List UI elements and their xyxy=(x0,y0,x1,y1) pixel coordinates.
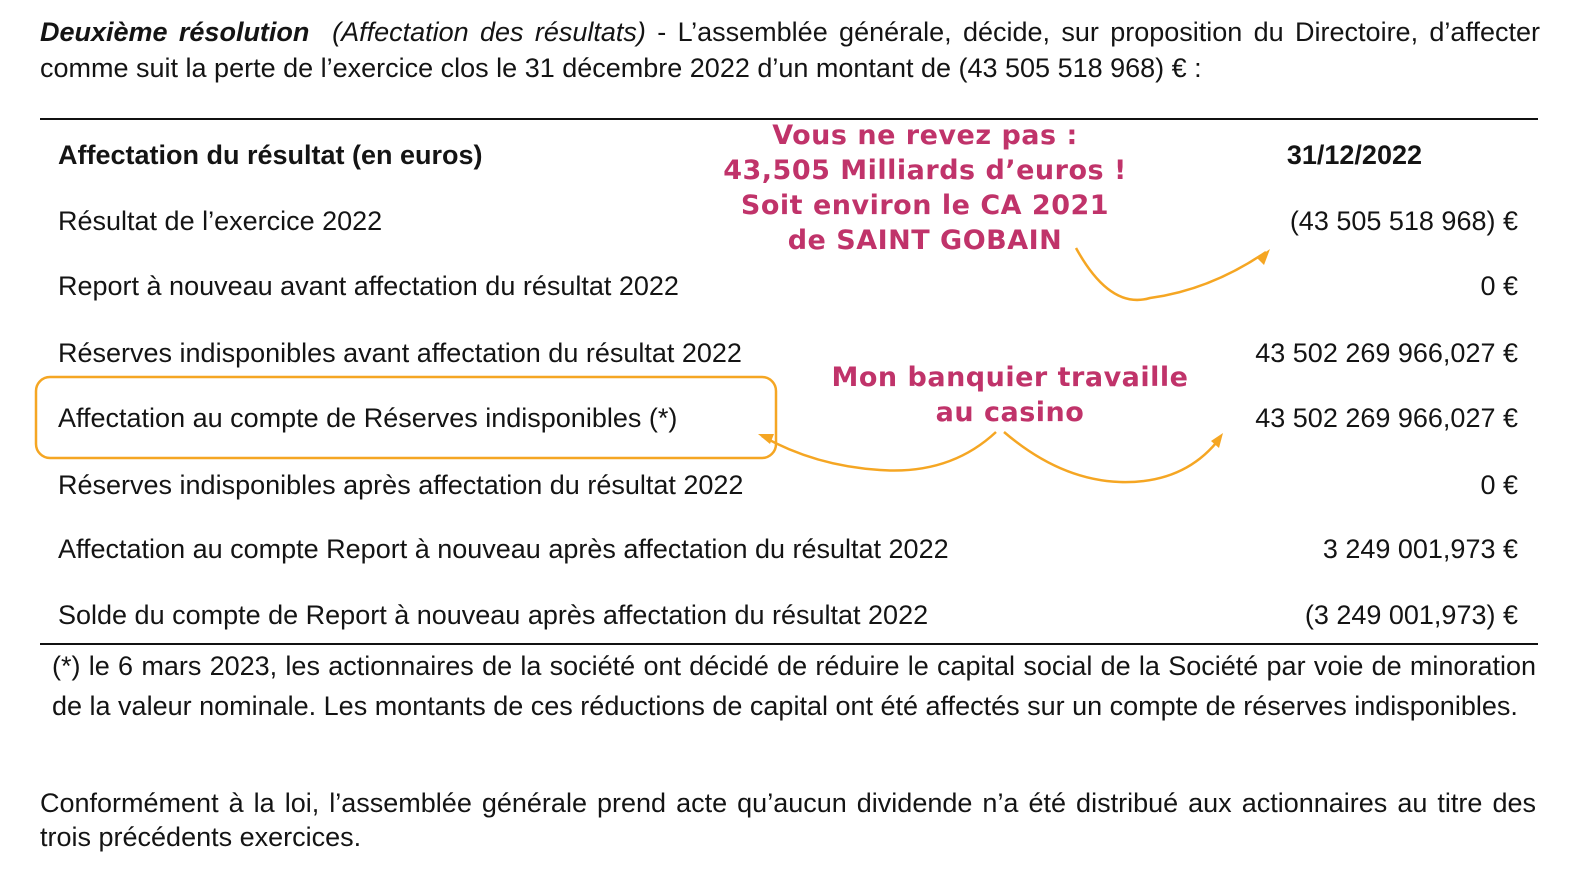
footnote: (*) le 6 mars 2023, les actionnaires de la société ont décidé de réduire le capital social de la Société par voie de minoration de la valeur nominale. Les montants de ces réductions de capital ont été affectés sur un compte de réserves indisponibles. xyxy=(52,651,1536,721)
conclusion-paragraph: Conformément à la loi, l’assemblée générale prend acte qu’aucun dividende n’a été distribué aux actionnaires au titre des trois précédents exercices. xyxy=(40,788,1536,852)
row-value: (43 505 518 968) € xyxy=(1289,206,1518,236)
highlight-box xyxy=(36,377,776,458)
note-line: Mon banquier travaille xyxy=(831,362,1189,393)
resolution-title: Deuxième résolution xyxy=(40,17,310,47)
header-label: Affectation du résultat (en euros) xyxy=(58,140,483,170)
header-date: 31/12/2022 xyxy=(1286,140,1422,170)
row-label: Résultat de l’exercice 2022 xyxy=(58,206,383,236)
arrow-to-value xyxy=(1004,432,1220,482)
note-line: Soit environ le CA 2021 xyxy=(740,190,1110,221)
row-label: Affectation au compte de Réserves indisponibles (*) xyxy=(58,403,678,433)
row-value: 43 502 269 966,027 € xyxy=(1255,403,1518,433)
row-value: 43 502 269 966,027 € xyxy=(1255,338,1518,368)
row-value: 0 € xyxy=(1480,271,1518,301)
resolution-text: - L’assemblée générale, décide, sur proposition du Directoire, d’affecter comme suit la perte de l’exercice clos le 31 décembre 2022 d’un montant de (43 505 518 968) € : xyxy=(40,17,1540,83)
row-value: (3 249 001,973) € xyxy=(1304,600,1518,630)
row-value: 3 249 001,973 € xyxy=(1322,534,1518,564)
arrow-to-label xyxy=(762,432,996,471)
row-label: Report à nouveau avant affectation du résultat 2022 xyxy=(58,271,679,301)
resolution-subtitle: (Affectation des résultats) xyxy=(332,17,646,47)
row-label: Solde du compte de Report à nouveau après affectation du résultat 2022 xyxy=(58,600,929,630)
row-label: Réserves indisponibles avant affectation du résultat 2022 xyxy=(58,338,742,368)
arrowhead-icon xyxy=(1257,249,1270,265)
note-line: Vous ne revez pas : xyxy=(772,120,1078,151)
annotation-note-amount xyxy=(720,118,1130,258)
note-line: au casino xyxy=(935,397,1085,428)
row-value: 0 € xyxy=(1480,470,1518,500)
note-line: 43,505 Milliards d’euros ! xyxy=(723,155,1127,186)
annotation-note-banker xyxy=(820,360,1200,430)
note-line: de SAINT GOBAIN xyxy=(787,225,1063,256)
row-label: Réserves indisponibles après affectation du résultat 2022 xyxy=(58,470,744,500)
row-label: Affectation au compte Report à nouveau après affectation du résultat 2022 xyxy=(58,534,949,564)
